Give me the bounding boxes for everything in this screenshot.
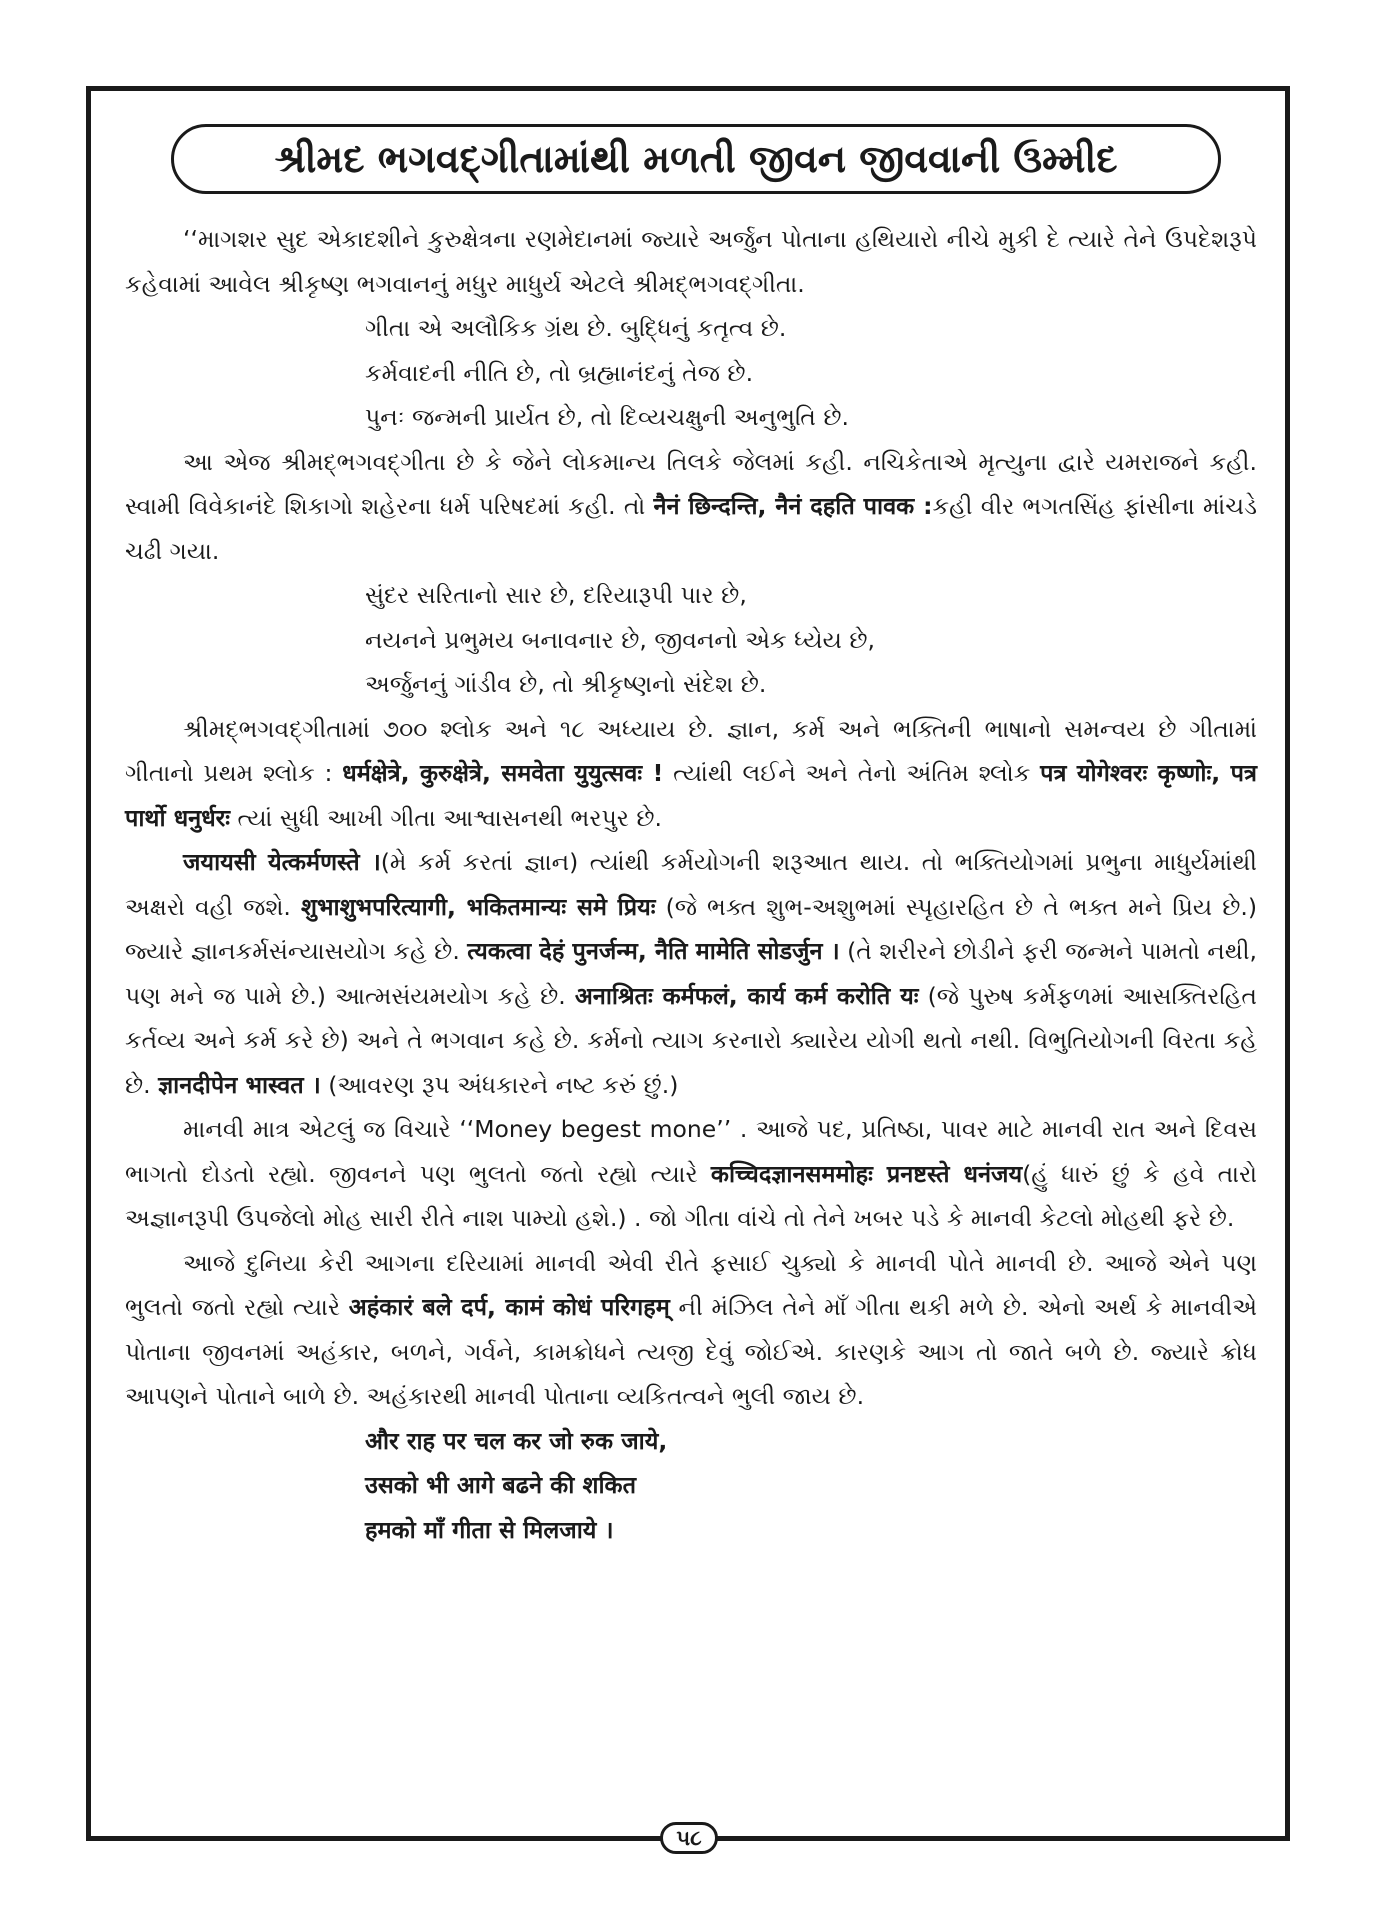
verse-line: ગીતા એ અલૌકિક ગ્રંથ છે. બુદ્ધિનું કતૃત્વ છે. bbox=[365, 314, 787, 342]
page-title: શ્રીમદ ભગવદ્ગીતામાંથી મળતી જીવન જીવવાની ઉમ્મીદ bbox=[171, 124, 1221, 194]
verse-line: સુંદર સરિતાનો સાર છે, દરિયારૂપી પાર છે, bbox=[365, 581, 747, 609]
verse-line: પુનઃ જન્મની પ્રાર્યત છે, તો દિવ્યચક્ષુની અનુભુતિ છે. bbox=[365, 403, 849, 431]
paragraph-4 bbox=[125, 840, 1257, 1107]
verse-block-1 bbox=[125, 306, 1257, 440]
hindi-verse-line: और राह पर चल कर जो रुक जाये, bbox=[365, 1426, 668, 1455]
text-run: (જે ભક્ત શુભ-અશુભમાં સ્પૃહારહિત છે તે ભક્ત મને પ્રિય છે.) જ્યારે જ્ઞાનકર્મસંન્યાસયોગ કહે છે. bbox=[125, 892, 1257, 965]
sanskrit-quote: अनाश्रितः कर्मफलं, कार्य कर्म करोति यः bbox=[574, 981, 919, 1010]
verse-line: નયનને પ્રભુમય બનાવનાર છે, જીવનનો એક ધ્યેય છે, bbox=[365, 625, 875, 654]
sanskrit-quote: अहंकारं बले दर्प, कामं कोधं परिगहम् bbox=[348, 1293, 670, 1321]
hindi-verse-line: उसको भी आगे बढने की शकित bbox=[365, 1471, 636, 1499]
verse-block-2 bbox=[125, 573, 1257, 707]
hindi-verse-block bbox=[125, 1419, 1257, 1553]
sanskrit-quote: ज्ञानदीपेन भास्वत । bbox=[158, 1070, 321, 1099]
article-body bbox=[125, 217, 1257, 1552]
paragraph-6 bbox=[125, 1241, 1257, 1419]
verse-line: કર્મવાદની નીતિ છે, તો બ્રહ્માનંદનું તેજ છે. bbox=[365, 358, 754, 387]
sanskrit-quote: कच्चिदज्ञानसममोहः प्रनष्टस्ते धनंजय bbox=[710, 1159, 1023, 1188]
text-run: (તે શરીરને છોડીને ફરી જન્મને પામતો નથી, પણ મને જ પામે છે.) આત્મસંયમયોગ કહે છે. bbox=[125, 937, 1258, 1010]
sanskrit-quote: पत्र योगेश्वरः कृष्णोः, पत्र पार्थो धनुर्धरः bbox=[125, 759, 1257, 832]
sanskrit-quote: धर्मक्षेत्रे, कुरुक्षेत्रे, समवेता युयुत्सवः ! bbox=[342, 759, 664, 787]
verse-line: અર્જુનનું ગાંડીવ છે, તો શ્રીકૃષ્ણનો સંદેશ છે. bbox=[365, 670, 767, 698]
text-run: (મે કર્મ કરતાં જ્ઞાન) ત્યાંથી કર્મયોગની શરૂઆત થાય. તો ભક્તિયોગમાં પ્રભુના માધુર્યમાંથી અક્ષરો વહી જશે. bbox=[125, 848, 1257, 921]
paragraph-1: ‘‘માગશર સુદ એકાદશીને કુરુક્ષેત્રના રણમેદાનમાં જ્યારે અર્જુન પોતાના હથિયારો નીચે મુકી દે ત્યારે તેને ઉપદેશરૂપે કહેવામાં આવેલ શ્રીકૃષ્ણ ભગવાનનું મધુર માધુર્ય એટલે શ્રીમદ્ભગવદ્ગીતા. bbox=[125, 225, 1257, 298]
sanskrit-quote: शुभाशुभपरित्यागी, भकितमान्यः समे प्रियः bbox=[300, 892, 656, 921]
text-run: (હું ધારું છું કે હવે તારો અજ્ઞાનરૂપી ઉપજેલો મોહ સારી રીતે નાશ પામ્યો હશે.) . જો ગીતા વાંચે તો તેને ખબર પડે કે માનવી કેટલો મોહથી ફરે છે. bbox=[125, 1159, 1257, 1232]
sanskrit-quote: त्यकत्वा देहं पुनर्जन्म, नैति मामेति सोडर्जुन । bbox=[467, 937, 840, 965]
sanskrit-quote: नैनं छिन्दन्ति, नैनं दहति पावक : bbox=[653, 492, 933, 520]
paragraph-3 bbox=[125, 707, 1257, 841]
text-run: ત્યાં સુધી આખી ગીતા આશ્વાસનથી ભરપુર છે. bbox=[230, 803, 662, 832]
hindi-verse-line: हमको माँ गीता से मिलजाये । bbox=[365, 1515, 614, 1544]
page-number: ૫૮ bbox=[660, 1822, 718, 1854]
text-run: શ્રીમદ્ભગવદ્ગીતામાં ૭૦૦ શ્લોક અને ૧૮ અધ્યાય છે. જ્ઞાન, કર્મ અને ભક્તિની ભાષાનો સમન્વય છે ગીતામાં ગીતાનો પ્રથમ શ્લોક : bbox=[125, 714, 1257, 787]
text-run: (જે પુરુષ કર્મફળમાં આસક્તિરહિત કર્તવ્ય અને કર્મ કરે છે) અને તે ભગવાન કહે છે. કર્મનો ત્યાગ કરનારો ક્યારેય યોગી થતો નથી. વિભુતિયોગની વિરતા કહે છે. bbox=[125, 981, 1257, 1099]
text-run: આજે દુનિયા કેરી આગના દરિયામાં માનવી એવી રીતે ફસાઈ ચુક્યો કે માનવી પોતે માનવી છે. આજે એને પણ ભુલતો જતો રહ્યો ત્યારે bbox=[125, 1248, 1257, 1321]
text-run: (આવરણ રૂપ અંધકારને નષ્ટ કરું છું.) bbox=[320, 1070, 679, 1099]
page-frame bbox=[86, 86, 1290, 1841]
text-run: ત્યાંથી લઈને અને તેનો અંતિમ શ્લોક bbox=[663, 759, 1041, 787]
paragraph-2 bbox=[125, 440, 1257, 574]
text-run: ની મંઝિલ તેને માઁ ગીતા થકી મળે છે. એનો અર્થ કે માનવીએ પોતાના જીવનમાં અહંકાર, બળને, ગર્વને, કામક્રોધને ત્યજી દેવું જોઈએ. કારણકે આગ તો જાતે બળે છે. જ્યારે ક્રોધ આપણને પોતાને બાળે છે. અહંકારથી માનવી પોતાના વ્યકિતત્વને ભુલી જાય છે. bbox=[125, 1293, 1258, 1410]
paragraph-5 bbox=[125, 1107, 1257, 1241]
text-run: કહી વીર ભગતસિંહ ફાંસીના માંચડે ચઢી ગયા. bbox=[125, 492, 1257, 565]
sanskrit-quote: जयायसी येत्कर्मणस्ते । bbox=[183, 848, 381, 876]
text-run: આ એજ શ્રીમદ્ભગવદ્ગીતા છે કે જેને લોકમાન્ય તિલકે જેલમાં કહી. નચિકેતાએ મૃત્યુના દ્વારે યમરાજને કહી. સ્વામી વિવેકાનંદે શિકાગો શહેરના ધર્મ પરિષદમાં કહી. તો bbox=[125, 447, 1257, 520]
text-run: માનવી માત્ર એટલું જ વિચારે ‘‘Money begest mone’’ . આજે પદ, પ્રતિષ્ઠા, પાવર માટે માનવી રાત અને દિવસ ભાગતો દોડતો રહ્યો. જીવનને પણ ભુલતો જતો રહ્યો ત્યારે bbox=[125, 1115, 1257, 1188]
